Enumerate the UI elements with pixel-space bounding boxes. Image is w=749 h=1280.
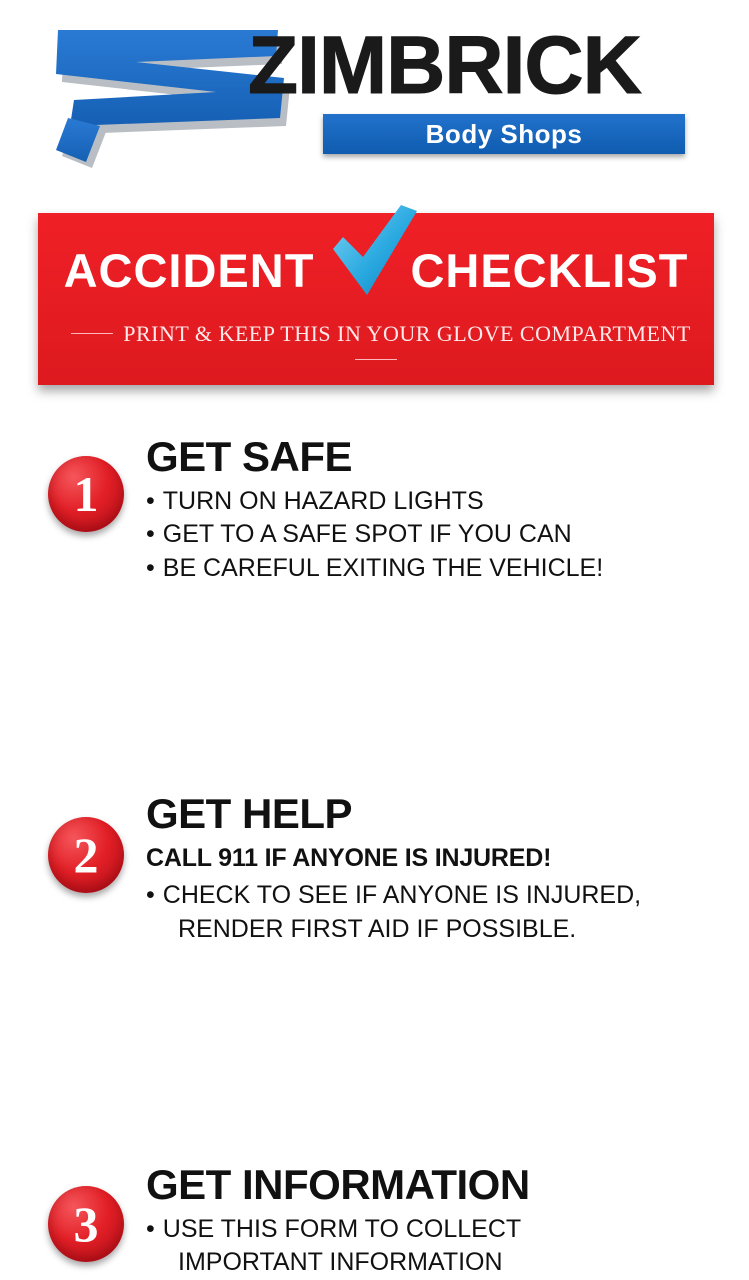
- banner-title-right: CHECKLIST: [410, 244, 689, 297]
- step-number-badge: 1: [48, 456, 124, 532]
- step-number-badge: 3: [48, 1186, 124, 1262]
- rule-left: [71, 333, 113, 334]
- steps-list: [0, 433, 749, 1277]
- rule-right: [355, 359, 397, 360]
- bullet-dot-icon: •: [146, 881, 155, 910]
- bullet-text: BE CAREFUL EXITING THE VEHICLE!: [162, 553, 604, 582]
- step-heading: GET INFORMATION: [146, 1161, 530, 1209]
- brand-subtitle: Body Shops: [425, 119, 583, 149]
- bullet-text: TURN ON HAZARD LIGHTS: [162, 486, 484, 515]
- step-item: [0, 433, 749, 585]
- bullet-dot-icon: •: [146, 486, 155, 515]
- step-heading: GET SAFE: [146, 433, 353, 480]
- brand-subtitle-bar: [323, 114, 685, 154]
- banner-title-left: ACCIDENT: [63, 244, 315, 297]
- bullet-text-continued: IMPORTANT INFORMATION: [178, 1248, 503, 1277]
- step-content: [146, 790, 749, 946]
- bullet-dot-icon: •: [146, 520, 155, 549]
- blue-check-icon: [327, 205, 419, 301]
- step-content: [146, 1161, 749, 1280]
- bullet-dot-icon: •: [146, 553, 155, 582]
- bullet-item: [146, 879, 719, 946]
- step-number-badge: 2: [48, 817, 124, 893]
- step-emphasis: CALL 911 IF ANYONE IS INJURED!: [146, 844, 552, 873]
- step-bullets: [146, 879, 719, 946]
- step-item: [0, 790, 749, 946]
- bullet-text: GET TO A SAFE SPOT IF YOU CAN: [162, 520, 572, 549]
- bullet-item: [146, 485, 719, 519]
- step-item: [0, 1161, 749, 1280]
- bullet-text: USE THIS FORM TO COLLECT: [162, 1214, 522, 1243]
- banner-subtitle-row: [38, 321, 714, 373]
- bullet-item: [146, 518, 719, 552]
- brand-name: ZIMBRICK: [248, 20, 641, 111]
- bullet-dot-icon: •: [146, 1214, 155, 1243]
- bullet-item: [146, 552, 719, 586]
- bullet-item: [146, 1213, 719, 1280]
- brand-header: [0, 0, 749, 185]
- step-bullets: [146, 1213, 719, 1280]
- bullet-text: CHECK TO SEE IF ANYONE IS INJURED,: [162, 881, 642, 910]
- step-bullets: [146, 485, 719, 586]
- banner-subtitle: PRINT & KEEP THIS IN YOUR GLOVE COMPARTMENT: [123, 321, 691, 346]
- step-content: [146, 433, 749, 585]
- bullet-text-continued: RENDER FIRST AID IF POSSIBLE.: [178, 914, 577, 943]
- step-heading: GET HELP: [146, 790, 353, 838]
